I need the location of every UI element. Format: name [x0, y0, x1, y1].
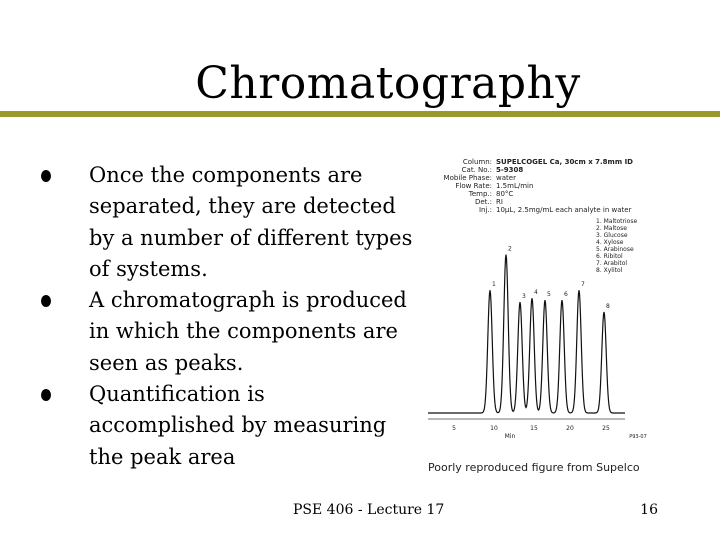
- bullet-list: [36, 160, 416, 473]
- bullet-item: [36, 160, 416, 285]
- figure-code: P93-07: [629, 434, 647, 440]
- bullet-item: [36, 285, 416, 379]
- condition-value: RI: [496, 198, 503, 206]
- figure-caption: Poorly reproduced figure from Supelco: [428, 461, 640, 474]
- page-number: 16: [640, 502, 658, 518]
- condition-value: 5-9308: [496, 166, 524, 174]
- x-tick-label: 5: [452, 425, 456, 432]
- condition-label: Column:: [462, 158, 492, 166]
- condition-value: 10µL, 2.5mg/mL each analyte in water: [496, 206, 632, 214]
- compound-label: 1. Maltotriose: [596, 218, 638, 225]
- bullet-text: Quantification is accomplished by measuring the peak area: [89, 382, 387, 469]
- condition-label: Flow Rate:: [455, 182, 492, 190]
- x-tick-label: 15: [530, 425, 538, 432]
- peak-label: 1: [492, 281, 496, 289]
- peak-label: 7: [581, 281, 585, 289]
- peak-label: 2: [508, 245, 512, 253]
- bullet-item: [36, 379, 416, 473]
- compound-label: 5. Arabinose: [596, 246, 634, 253]
- slide-title: Chromatography: [195, 58, 581, 109]
- bullet-dot-icon: [41, 295, 51, 307]
- condition-label: Temp.:: [468, 190, 492, 198]
- condition-value: 80°C: [496, 190, 514, 198]
- chromatogram-trace: [428, 255, 628, 413]
- condition-label: Det.:: [474, 198, 492, 206]
- chromatogram-figure: [420, 155, 720, 445]
- condition-label: Mobile Phase:: [443, 174, 492, 182]
- compound-label: 8. Xylitol: [596, 267, 623, 274]
- compound-label: 4. Xylose: [596, 239, 624, 246]
- peak-label: 5: [547, 291, 551, 299]
- peak-label: 4: [534, 289, 538, 297]
- compound-label: 2. Maltose: [596, 225, 627, 232]
- bullet-text: A chromatograph is produced in which the components are seen as peaks.: [89, 288, 407, 375]
- bullet-dot-icon: [41, 170, 51, 182]
- chromatogram-svg: [420, 155, 720, 445]
- peak-label: 3: [522, 293, 526, 301]
- compound-label: 7. Arabitol: [596, 260, 628, 267]
- condition-value: water: [496, 174, 516, 182]
- condition-value: 1.5mL/min: [496, 182, 534, 190]
- title-divider: [0, 111, 720, 117]
- peak-label: 8: [606, 303, 610, 311]
- compound-label: 3. Glucose: [596, 232, 628, 239]
- x-tick-label: 10: [490, 425, 498, 432]
- condition-label: Inj.:: [478, 206, 492, 214]
- compound-label: 6. Ribitol: [596, 253, 623, 260]
- x-tick-label: 20: [566, 425, 574, 432]
- bullet-dot-icon: [41, 389, 51, 401]
- condition-value: SUPELCOGEL Ca, 30cm x 7.8mm ID: [496, 158, 633, 166]
- peak-label: 6: [564, 291, 568, 299]
- footer-lecture: PSE 406 - Lecture 17: [293, 502, 445, 518]
- bullet-text: Once the components are separated, they are detected by a number of different types of systems.: [89, 163, 413, 281]
- condition-label: Cat. No.:: [461, 166, 492, 174]
- x-tick-label: 25: [602, 425, 610, 432]
- x-axis-label: Min: [504, 433, 516, 440]
